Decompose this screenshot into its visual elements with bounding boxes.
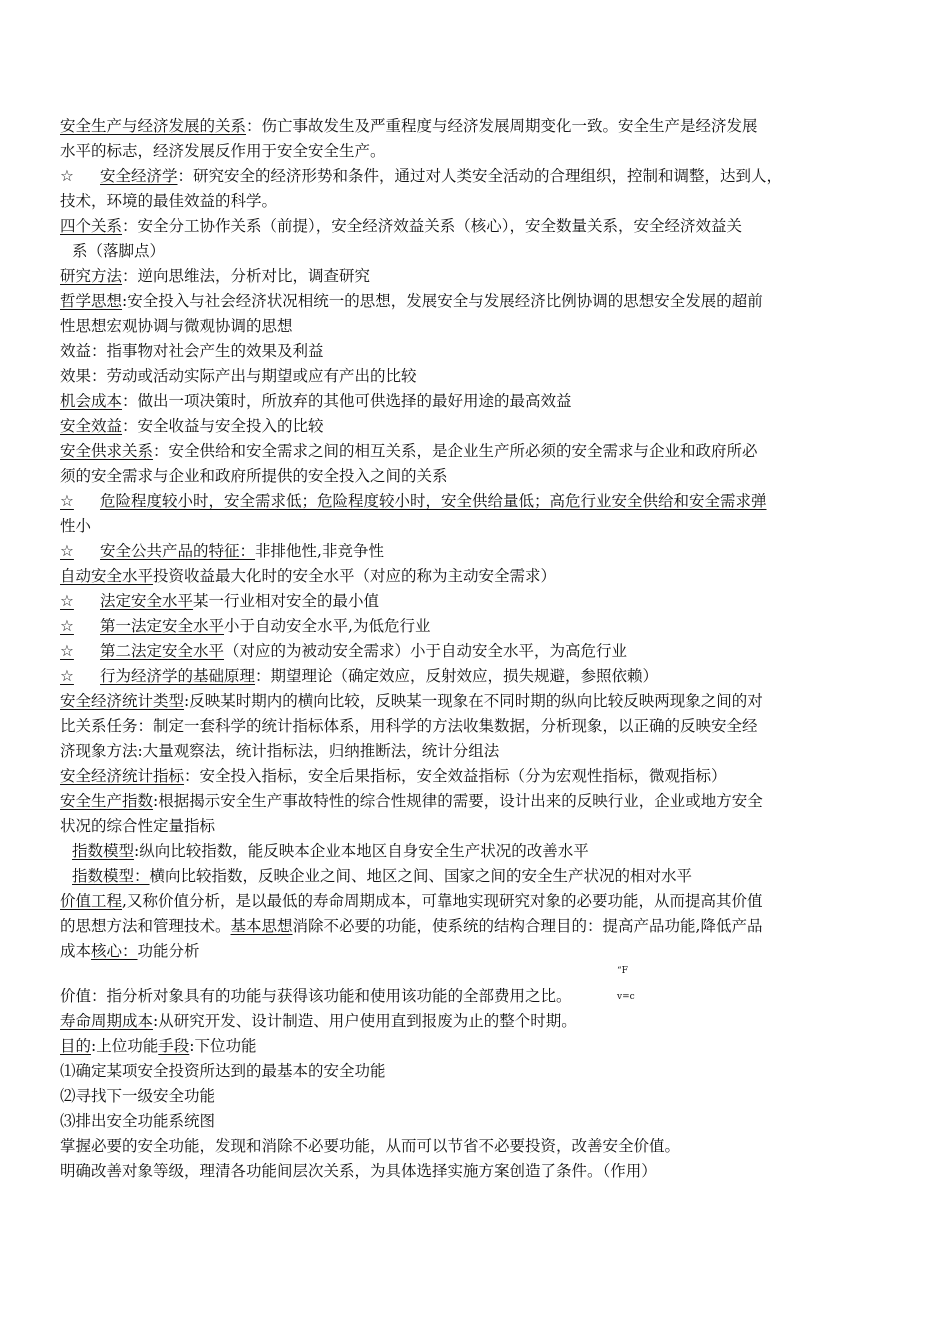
star-icon: ☆ [60,542,74,560]
term: 指数模型： [72,867,150,885]
definition: 济现象方法:大量观察法，统计指标法，归纳推断法，统计分组法 [60,742,500,760]
definition: 比关系任务：制定一套科学的统计指标体系，用科学的方法收集数据，分析现象，以正确的反映安全经 [60,717,758,735]
text-line [60,214,890,239]
text-line [60,1159,890,1184]
text-line [60,714,890,739]
definition: ,又称价值分析，是以最低的寿命周期成本，可靠地实现研究对象的必要功能，从而提高其价值 [122,892,763,910]
definition: 须的安全需求与企业和政府所提供的安全投入之间的关系 [60,467,448,485]
text-line [60,1009,890,1034]
text-line [60,464,890,489]
term: 行为经济学的基础原理 [100,667,256,685]
list-item [60,1059,890,1084]
term: 价值工程 [60,892,123,910]
text-line [60,966,890,1009]
text-line [60,689,890,714]
definition: :纵向比较指数，能反映本企业本地区自身安全生产状况的改善水平 [134,842,589,860]
definition: ：做出一项决策时，所放弃的其他可供选择的最好用途的最高效益 [122,392,572,410]
definition: 投资收益最大化时的安全水平（对应的称为主动安全需求） [153,567,557,585]
star-icon: ☆ [60,492,74,510]
definition: 消除不必要的功能，使系统的结构合理目的：提高产品功能,降低产品 [292,917,763,935]
text-line [60,489,890,514]
text-line [60,364,890,389]
text-line [60,339,890,364]
term: 安全效益 [60,417,123,435]
definition: ：安全分工协作关系（前提），安全经济效益关系（核心），安全数量关系，安全经济效益关 [122,217,743,235]
definition: 成本 [60,942,92,960]
star-icon: ☆ [60,667,74,685]
text-line [60,514,890,539]
text-line [60,289,890,314]
text-line [60,164,890,189]
star-icon: ☆ [60,642,74,660]
definition: 价值：指分析对象具有的功能与获得该功能和使用该功能的全部费用之比。 [60,987,572,1005]
definition: 状况的综合性定量指标 [60,817,216,835]
term: 安全公共产品的特征： [100,542,256,560]
definition: ⑶排出安全功能系统图 [60,1112,216,1130]
definition: 系（落脚点） [72,242,166,260]
definition: :根据揭示安全生产事故特性的综合性规律的需要，设计出来的反映行业，企业或地方安全 [153,792,763,810]
text-line [60,139,890,164]
text-line [60,814,890,839]
formula-denominator: v=c [617,992,635,1002]
definition: 水平的标志，经济发展反作用于安全安全生产。 [60,142,386,160]
definition: :上位功能 [91,1037,159,1055]
definition: 性小 [60,517,92,535]
definition: 明确改善对象等级，理清各功能间层次关系，为具体选择实施方案创造了条件。（作用） [60,1162,657,1180]
list-item [60,1109,890,1134]
term: 安全供求关系 [60,442,154,460]
text-line [60,1134,890,1159]
term: 安全生产与经济发展的关系 [60,117,247,135]
definition: :从研究开发、设计制造、用户使用直到报废为止的整个时期。 [153,1012,577,1030]
text-line [60,614,890,639]
term: 安全经济统计指标 [60,767,185,785]
star-icon: ☆ [60,167,74,185]
text-line [60,664,890,689]
list-item [60,1084,890,1109]
term: 自动安全水平 [60,567,154,585]
definition: ：安全投入指标，安全后果指标，安全效益指标（分为宏观性指标，微观指标） [184,767,727,785]
text-line [60,414,890,439]
definition: ⑴确定某项安全投资所达到的最基本的安全功能 [60,1062,386,1080]
definition: 某一行业相对安全的最小值 [193,592,380,610]
definition: ：安全供给和安全需求之间的相互关系，是企业生产所必须的安全需求与企业和政府所必 [153,442,758,460]
text-line [60,764,890,789]
term: 第二法定安全水平 [100,642,225,660]
definition: 掌握必要的安全功能，发现和消除不必要功能，从而可以节省不必要投资，改善安全价值。 [60,1137,681,1155]
definition: :下位功能 [189,1037,257,1055]
term: 研究方法 [60,267,123,285]
text-line [60,264,890,289]
text-line [60,314,890,339]
definition: ⑵寻找下一级安全功能 [60,1087,216,1105]
term: 寿命周期成本 [60,1012,154,1030]
formula-numerator: “F [617,966,628,976]
text-line [60,639,890,664]
term: 指数模型 [72,842,135,860]
definition: ：安全收益与安全投入的比较 [122,417,324,435]
definition: （对应的为被动安全需求）小于自动安全水平，为高危行业 [224,642,628,660]
text-line [60,914,890,939]
definition: 的思想方法和管理技术。 [60,917,231,935]
text-line [60,739,890,764]
text-line [60,189,890,214]
definition: 效果：劳动或活动实际产出与期望或应有产出的比较 [60,367,417,385]
text-line [60,239,890,264]
definition: ：逆向思维法，分析对比，调查研究 [122,267,371,285]
text-line [60,114,890,139]
document-body [60,114,890,1184]
term: 手段 [158,1037,190,1055]
definition: 效益：指事物对社会产生的效果及利益 [60,342,324,360]
text-line [60,564,890,589]
term: 安全生产指数 [60,792,154,810]
text-line [60,864,890,889]
term: 危险程度较小时，安全需求低；危险程度较小时，安全供给量低；高危行业安全供给和安全需求弹 [100,492,767,510]
term: 安全经济统计类型 [60,692,185,710]
text-line [60,789,890,814]
term: 机会成本 [60,392,123,410]
spacer [60,964,890,984]
definition: 性思想宏观协调与微观协调的思想 [60,317,293,335]
text-line [60,939,890,964]
definition: 非排他性,非竞争性 [255,542,384,560]
definition: ：期望理论（确定效应，反射效应，损失规避，参照依赖） [255,667,659,685]
term: 核心： [91,942,138,960]
text-line [60,1034,890,1059]
text-line [60,539,890,564]
term: 哲学思想 [60,292,123,310]
text-line [60,389,890,414]
text-line [60,889,890,914]
star-icon: ☆ [60,592,74,610]
definition: 技术，环境的最佳效益的科学。 [60,192,278,210]
text-line [60,589,890,614]
term: 基本思想 [230,917,293,935]
star-icon: ☆ [60,617,74,635]
term: 四个关系 [60,217,123,235]
text-line [60,439,890,464]
text-line [60,839,890,864]
definition: 横向比较指数，反映企业之间、地区之间、国家之间的安全生产状况的相对水平 [149,867,693,885]
definition: :安全投入与社会经济状况相统一的思想，发展安全与发展经济比例协调的思想安全发展的超前 [122,292,763,310]
definition: ：研究安全的经济形势和条件，通过对人类安全活动的合理组织，控制和调整，达到人， [177,167,783,185]
term: 法定安全水平 [100,592,194,610]
term: 目的 [60,1037,92,1055]
term: 安全经济学 [100,167,178,185]
definition: 功能分析 [137,942,200,960]
definition: 小于自动安全水平,为低危行业 [224,617,431,635]
definition: ：伤亡事故发生及严重程度与经济发展周期变化一致。安全生产是经济发展 [246,117,758,135]
term: 第一法定安全水平 [100,617,225,635]
definition: :反映某时期内的横向比较，反映某一现象在不同时期的纵向比较反映两现象之间的对 [184,692,763,710]
